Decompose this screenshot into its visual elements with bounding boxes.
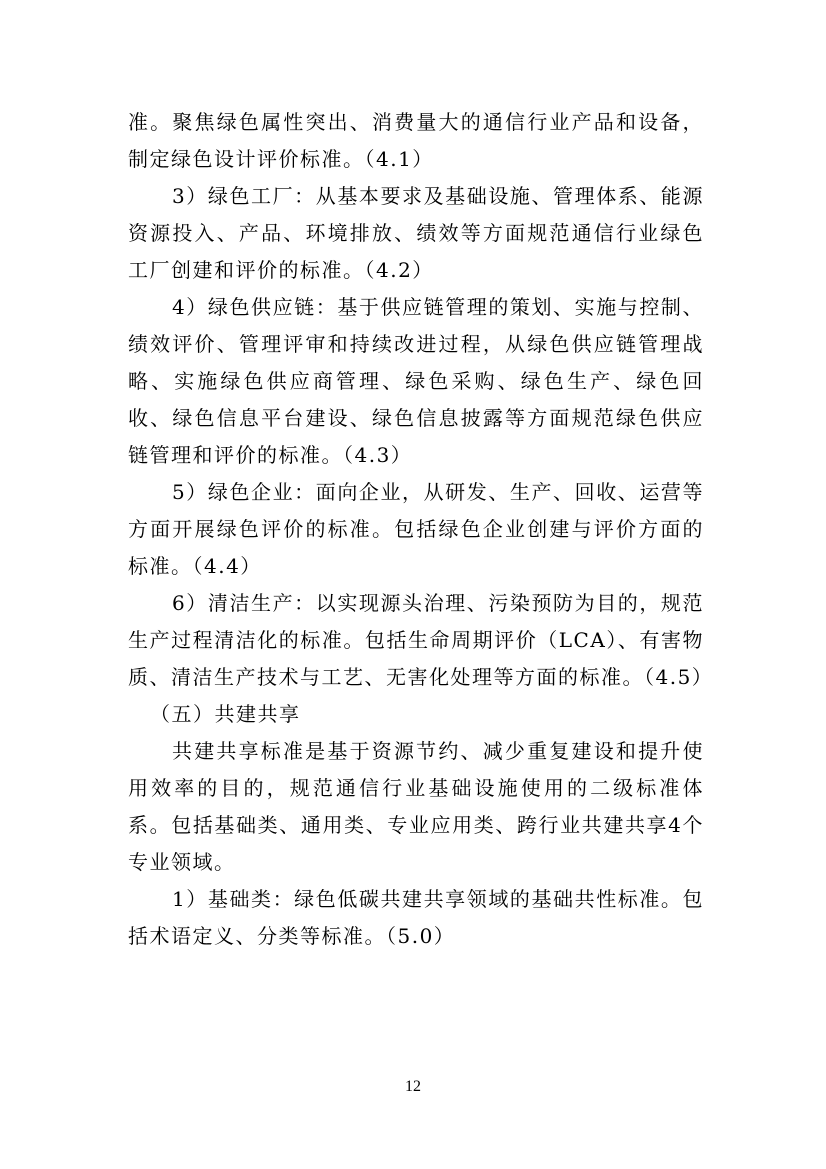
paragraph-co-construction-intro: 共建共享标准是基于资源节约、减少重复建设和提升使用效率的目的，规范通信行业基础设施使用的二级标准体系。包括基础类、通用类、专业应用类、跨行业共建共享4个专业领域。: [128, 739, 704, 874]
paragraph-green-enterprise: 5）绿色企业：面向企业，从研发、生产、回收、运营等方面开展绿色评价的标准。包括绿色企业创建与评价方面的标准。（4.4）: [128, 480, 704, 578]
paragraph-basic-category: 1）基础类：绿色低碳共建共享领域的基础共性标准。包括术语定义、分类等标准。（5.0）: [128, 887, 704, 948]
section-heading: （五）共建共享: [150, 702, 301, 726]
paragraph-green-supply-chain: 4）绿色供应链：基于供应链管理的策划、实施与控制、绩效评价、管理评审和持续改进过程，从绿色供应链管理战略、实施绿色供应商管理、绿色采购、绿色生产、绿色回收、绿色信息平台建设、绿色信息披露等方面规范绿色供应链管理和评价的标准。（4.3）: [128, 295, 704, 467]
page-number: 12: [405, 1078, 421, 1095]
paragraph-continuation: 准。聚焦绿色属性突出、消费量大的通信行业产品和设备，制定绿色设计评价标准。（4.1）: [128, 110, 704, 171]
paragraph-green-factory: 3）绿色工厂：从基本要求及基础设施、管理体系、能源资源投入、产品、环境排放、绩效等方面规范通信行业绿色工厂创建和评价的标准。（4.2）: [128, 184, 704, 282]
body-text: [128, 104, 714, 955]
paragraph-clean-production: 6）清洁生产：以实现源头治理、污染预防为目的，规范生产过程清洁化的标准。包括生命周期评价（LCA）、有害物质、清洁生产技术与工艺、无害化处理等方面的标准。（4.5）: [128, 591, 714, 689]
